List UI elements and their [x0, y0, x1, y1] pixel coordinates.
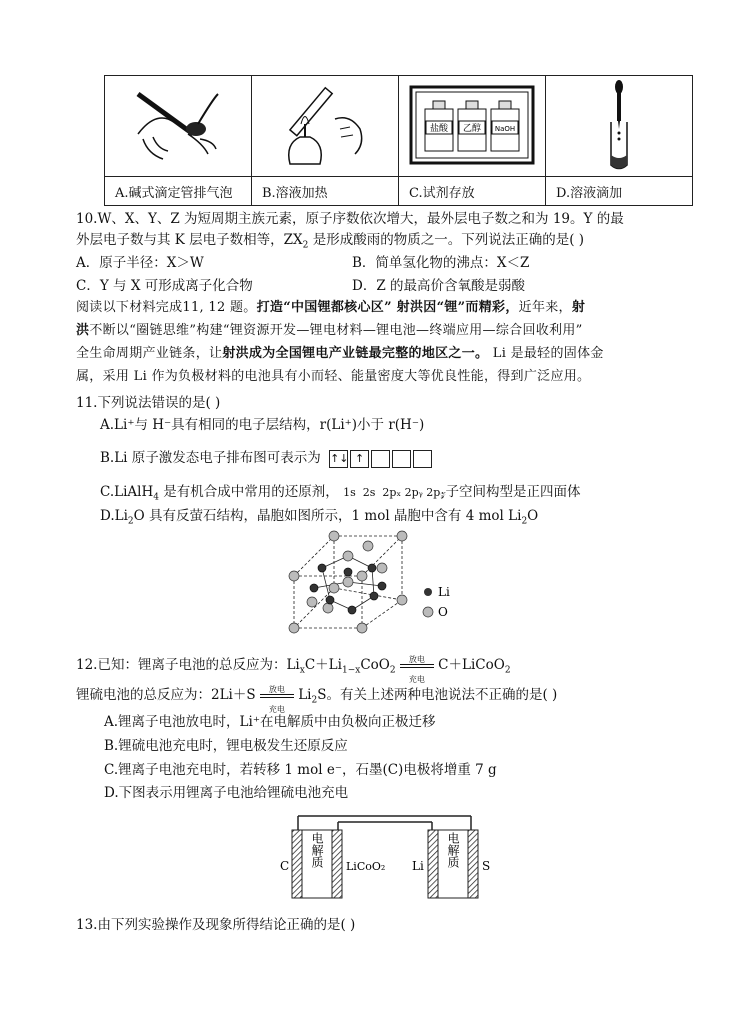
orbital-labels: 1s 2s 2pₓ 2pᵧ 2p𝓏 [343, 486, 446, 499]
reading-line1: 阅读以下材料完成11, 12 题。打造“中国锂都核心区” 射洪因“锂”而精彩，近年来，射 [76, 300, 586, 315]
q12-option-c: C.锂离子电池充电时，若转移 1 mol e⁻，石墨(C)电极将增重 7 g [104, 762, 497, 778]
img-burette-bubble [105, 76, 252, 177]
bottle-label-ethanol: 乙醇 [462, 124, 482, 134]
bottle-label-naoh: NaOH [494, 125, 516, 133]
orbital-box-1s: ↑↓ [329, 450, 348, 468]
q10-option-c: C．Y 与 X 可形成离子化合物 [76, 278, 253, 294]
img-solution-heating [252, 76, 399, 177]
electrode-li-label: Li [412, 859, 424, 873]
caption-c: C.试剂存放 [399, 177, 546, 206]
orbital-box-2py [392, 450, 411, 468]
q10-line2: 外层电子数与其 K 层电子数相等，$ZX_2$ 是形成酸雨的物质之一。下列说法正确的是( ) [76, 232, 585, 251]
burette-hands-drawing [118, 79, 238, 169]
legend-o-dot [423, 607, 433, 617]
q11-option-d: $D.Li_2O$ 具有反萤石结构，晶胞如图所示，1 mol 晶胞中含有 4 mol $Li_2O$ [100, 508, 539, 527]
caption-a: A.碱式滴定管排气泡 [105, 177, 252, 206]
q11-option-b: B.Li 原子激发态电子排布图可表示为 ↑↓ ↑ [100, 449, 434, 468]
q10-option-b: B．简单氢化物的沸点：X＜Z [352, 255, 530, 271]
orbital-box-2pz [413, 450, 432, 468]
img-reagent-storage [399, 76, 546, 177]
experiment-table [104, 75, 693, 206]
electrode-s-label: S [482, 859, 491, 873]
orbital-box-2s: ↑ [350, 450, 369, 468]
q12-option-d: D.下图表示用锂离子电池给锂硫电池充电 [104, 785, 349, 801]
q10-option-d: D．Z 的最高价含氧酸是弱酸 [352, 278, 525, 294]
img-solution-dropping [546, 76, 693, 177]
reagent-shelf-drawing [407, 79, 537, 169]
q12-option-b: B.锂硫电池充电时，锂电极发生还原反应 [104, 738, 348, 754]
q13-stem: 13.由下列实验操作及现象所得结论正确的是( ) [76, 917, 356, 933]
caption-b: B.溶液加热 [252, 177, 399, 206]
q12-line2: 锂硫电池的总反应为：2Li＋S $\frac{\text{放电}}{\text{充电}}$ $Li_2S$。有关上述两种电池说法不正确的是( ) [76, 684, 558, 714]
heating-drawing [265, 79, 385, 169]
legend-li-dot [424, 588, 432, 596]
legend-li-label: Li [438, 585, 450, 599]
reversible-arrow-1: $\frac{\text{放电}}{\text{充电}}$ [400, 659, 434, 673]
battery-circuit-figure [276, 808, 496, 912]
q12-line1: 12.已知：锂离子电池的总反应为：$Li_xC+Li_{1-x}CoO_2$ $\frac{\text{放电}}{\text{充电}}$ C＋LiCoO$_2$ [76, 654, 511, 684]
reading-line3: 全生命周期产业链条，让射洪成为全国锂电产业链最完整的地区之一。 Li 是最轻的固体金 [76, 346, 604, 361]
crystal-cell-figure [282, 528, 462, 642]
battery-circuit-svg [276, 808, 496, 908]
reading-line2: 洪不断以“圈链思维”构建“锂资源开发—锂电材料—锂电池—终端应用—综合回收利用” [76, 323, 583, 338]
q11-stem: 11.下列说法错误的是( ) [76, 395, 221, 411]
orbital-diagram [329, 449, 434, 468]
reading-line4: 属，采用 Li 作为负极材料的电池具有小而轻、能量密度大等优良性能，得到广泛应用。 [76, 369, 591, 384]
electrolyte-right-label: 电解质 [446, 832, 460, 868]
electrode-c-label: C [280, 859, 290, 873]
orbital-box-2px [371, 450, 390, 468]
q11-option-c: C.LiAlH$_4$ 是有机合成中常用的还原剂， 1s 2s 2pₓ 2pᵧ 2p𝓏子空间构型是正四面体 [100, 484, 581, 503]
q12-option-a: A.锂离子电池放电时，Li⁺在电解质中由负极向正极迁移 [104, 714, 436, 730]
crystal-cell-svg [282, 528, 462, 638]
q10-option-a: A．原子半径：X＞W [76, 255, 204, 271]
q11-option-a: A.Li⁺与 H⁻具有相同的电子层结构，r(Li⁺)小于 r(H⁻) [100, 417, 425, 433]
dropper-drawing [559, 77, 679, 172]
electrolyte-left-label: 电解质 [310, 832, 324, 868]
reversible-arrow-2: $\frac{\text{放电}}{\text{充电}}$ [260, 689, 294, 703]
electrode-licoo2-label: LiCoO₂ [346, 860, 386, 873]
q10-line1: 10.W、X、Y、Z 为短周期主族元素，原子序数依次增大，最外层电子数之和为 19。Y 的最 [76, 211, 624, 227]
bottle-label-hcl: 盐酸 [429, 124, 449, 134]
legend-o-label: O [438, 605, 448, 619]
caption-d: D.溶液滴加 [546, 177, 693, 206]
